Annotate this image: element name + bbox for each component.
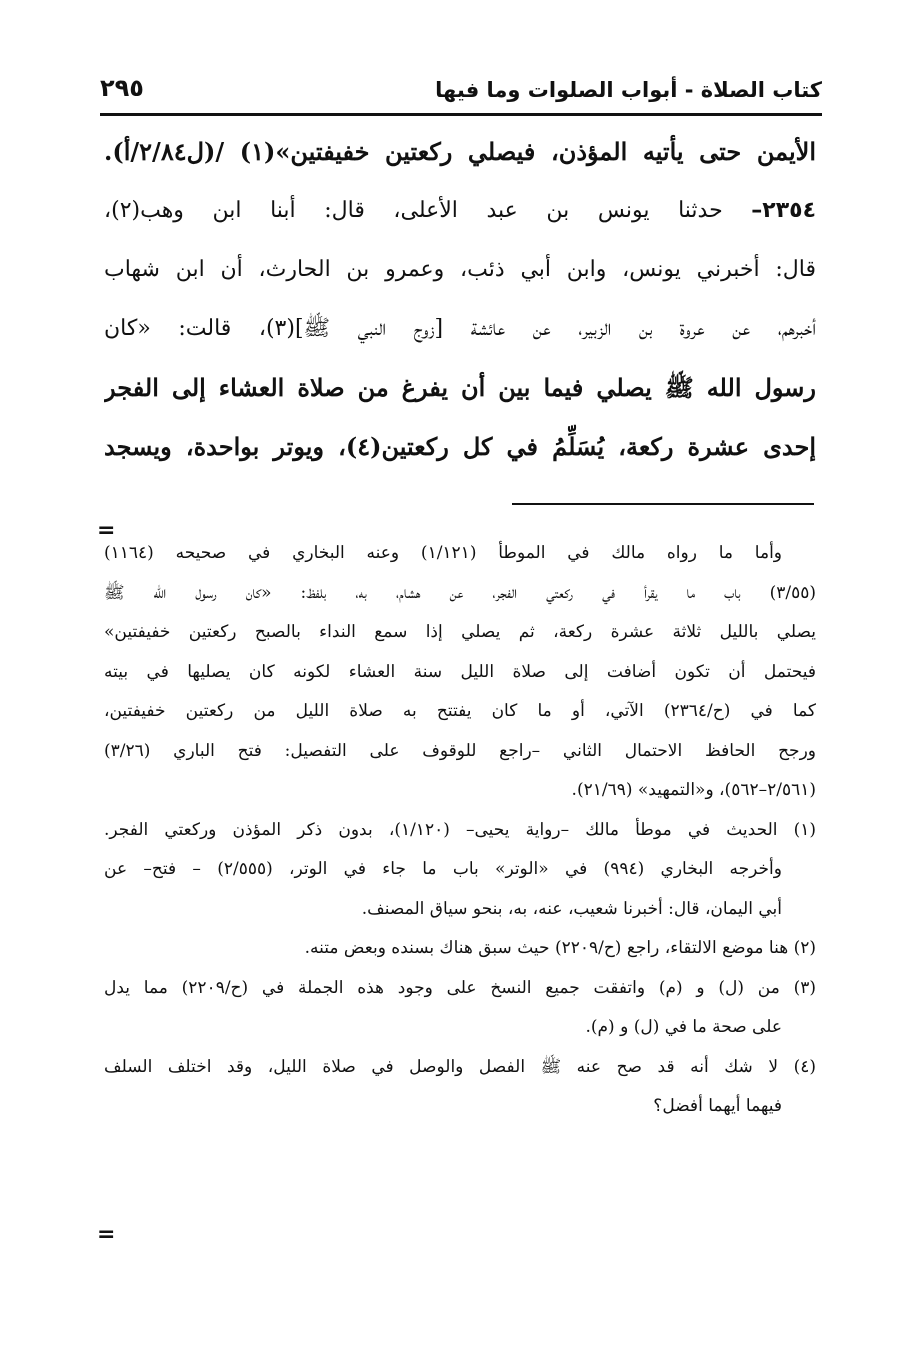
footnote-line: فيهما أيهما أفضل؟ (653, 1096, 782, 1116)
continuation-mark-bottom: = (97, 1222, 116, 1247)
continuation-mark-top: = (97, 518, 116, 543)
footnote-2 (104, 929, 816, 969)
main-text (104, 122, 816, 476)
footnote-3 (104, 969, 816, 1048)
note-line: (٢/٥٦١–٥٦٢)، و«التمهيد» (٢١/٦٩). (571, 780, 816, 800)
note-line: (٣/٥٥) باب ما يقرأ في ركعتي الفجر، عن هشام، به، بلفظ: «كان رسول الله ﷺ (104, 582, 816, 603)
note-line: ورجح الحافظ الاحتمال الثاني –راجع للوقوف على التفصيل: فتح الباري (٣/٢٦) (104, 740, 816, 761)
footnote-line: (٣) من (ل) و (م) واتفقت جميع النسخ على وجود هذه الجملة في (ح/٢٢٠٩) مما يدل (104, 977, 816, 998)
main-line: الأيمن حتى يأتيه المؤذن، فيصلي ركعتين خفيفتين»(١) /(ل٢/٨٤/أ). (104, 137, 816, 166)
running-header (100, 74, 822, 110)
hadith-number: ٢٣٥٤– (751, 198, 816, 223)
main-line: إحدى عشرة ركعة، يُسَلِّمُ في كل ركعتين(٤)، ويوتر بواحدة، ويسجد (104, 432, 816, 461)
footnote-4 (104, 1048, 816, 1127)
note-line: يصلي بالليل ثلاثة عشرة ركعة، ثم يصلي إذا سمع النداء بالصبح ركعتين خفيفتين» (104, 622, 816, 642)
note-line: فيحتمل أن تكون أضافت إلى صلاة الليل سنة العشاء لكونه كان يصليها في بيته (104, 661, 816, 682)
header-title: كتاب الصلاة - أبواب الصلوات وما فيها (435, 78, 822, 102)
page-number: ٢٩٥ (100, 74, 144, 102)
hadith-opening-line: ٢٣٥٤– حدثنا يونس بن عبد الأعلى، قال: أبنا ابن وهب(٢)، (104, 198, 816, 223)
footnote-line: (٢) هنا موضع الالتقاء، راجع (ح/٢٢٠٩) حيث سبق هناك بسنده وبعض متنه. (304, 938, 816, 958)
footnote-line: على صحة ما في (ل) و (م). (585, 1017, 782, 1037)
footnote-line: (٤) لا شك أنه قد صح عنه ﷺ الفصل والوصل في صلاة الليل، وقد اختلف السلف (104, 1056, 816, 1077)
main-line: رسول الله ﷺ يصلي فيما بين أن يفرغ من صلاة العشاء إلى الفجر (104, 373, 816, 402)
footnote-line: (١) الحديث في موطأ مالك –رواية يحيى– (١/١٢٠)، بدون ذكر المؤذن وركعتي الفجر. (104, 819, 816, 840)
note-line: وأما ما رواه مالك في الموطأ (١/١٢١) وعنه البخاري في صحيحه (١١٦٤) (104, 543, 782, 563)
main-line: أخبرهم، عن عروة بن الزبير، عن عائشة [زوج النبي ﷺ](٣)، قالت: «كان (104, 316, 816, 341)
main-line: قال: أخبرني يونس، وابن أبي ذئب، وعمرو بن الحارث، أن ابن شهاب (104, 257, 816, 282)
footnote-1 (104, 811, 816, 930)
header-rule (100, 113, 822, 116)
footnote-separator (512, 503, 814, 505)
note-line: كما في (ح/٢٣٦٤) الآتي، أو ما كان يفتتح به صلاة الليل من ركعتين خفيفتين، (104, 701, 816, 721)
continued-note (104, 534, 816, 811)
footnote-line: أبي اليمان، قال: أخبرنا شعيب، عنه، به، بنحو سياق المصنف. (361, 898, 782, 919)
footnote-line: وأخرجه البخاري (٩٩٤) في «الوتر» باب ما جاء في الوتر، (٢/٥٥٥) – فتح– عن (104, 859, 782, 879)
footnotes-area (104, 534, 816, 1127)
